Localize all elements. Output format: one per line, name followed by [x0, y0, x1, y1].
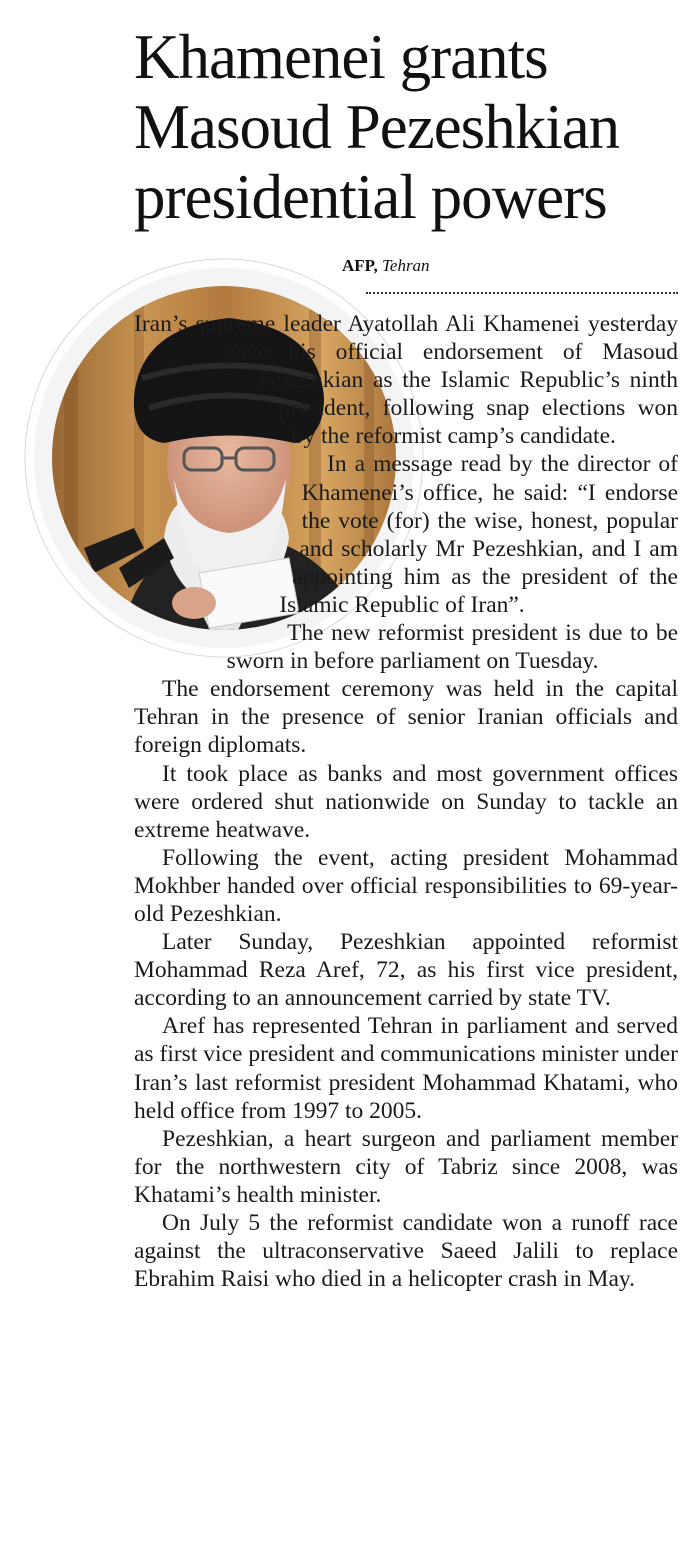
article-paragraph: In a message read by the director of Khamenei’s office, he said: “I endorse the vote (for) the wise, honest, popular and scholarly Mr Pezeshkian, and I am appointing him as the president of the Islamic Republic of Iran”.	[279, 451, 678, 618]
article-paragraph: On July 5 the reformist candidate won a runoff race against the ultraconservative Saeed Jalili to replace Ebrahim Raisi who died in a helicopter crash in May.	[134, 1210, 678, 1293]
byline-agency: AFP,	[342, 256, 378, 275]
article-paragraph: It took place as banks and most government offices were ordered shut nationwide on Sunday to tackle an extreme heatwave.	[134, 760, 678, 843]
article-body	[134, 310, 678, 1293]
article-paragraph: Later Sunday, Pezeshkian appointed reformist Mohammad Reza Aref, 72, as his first vice president, according to an announcement carried by state TV.	[134, 929, 678, 1012]
article-paragraph: Following the event, acting president Mohammad Mokhber handed over official responsibilities to 69-year-old Pezeshkian.	[134, 844, 678, 927]
article-paragraph: The endorsement ceremony was held in the capital Tehran in the presence of senior Iranian officials and foreign diplomats.	[134, 676, 678, 759]
article-paragraph: The new reformist president is due to be sworn in before parliament on Tuesday.	[226, 620, 678, 675]
article-paragraph: Iran’s supreme leader Ayatollah Ali Khamenei yesterday gave his official endorsement of Masoud Pezeshkian as the Islamic Republic’s ninth president, following snap elections won by the reformist camp’s candidate.	[134, 311, 678, 450]
article-paragraph: Aref has represented Tehran in parliament and served as first vice president and communications minister under Iran’s last reformist president Mohammad Khatami, who held office from 1997 to 2005.	[134, 1013, 678, 1124]
byline-location: Tehran	[382, 256, 430, 275]
headline: Khamenei grants Masoud Pezeshkian presidential powers	[134, 22, 620, 232]
article-paragraph: Pezeshkian, a heart surgeon and parliament member for the northwestern city of Tabriz since 2008, was Khatami’s health minister.	[134, 1125, 678, 1208]
